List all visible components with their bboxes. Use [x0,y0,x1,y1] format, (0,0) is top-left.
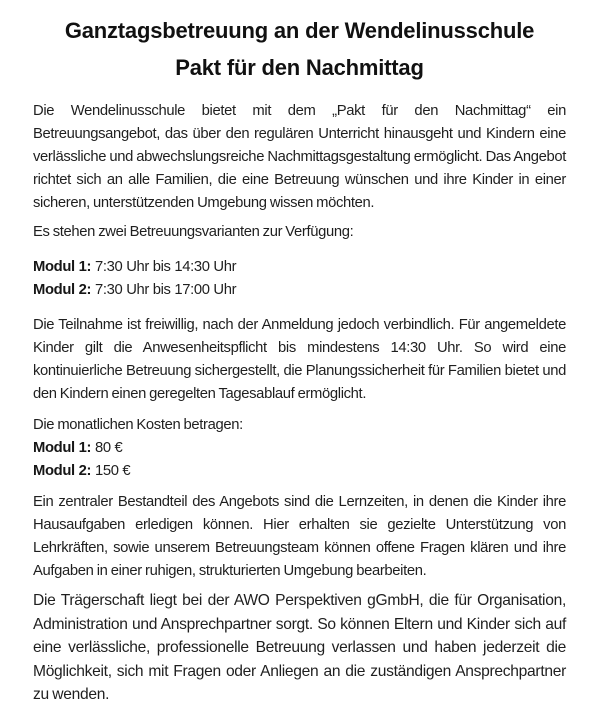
module-2-cost-value: 150 € [95,463,131,479]
page-title-line1: Ganztagsbetreuung an der Wendelinusschule [64,18,535,43]
module-2-hours-line [33,279,566,302]
attendance-paragraph: Die Teilnahme ist freiwillig, nach der Anmeldung jedoch verbindlich. Für angemeldete Kinder gilt die Anwesenheitspflicht bis mindestens 14:30 Uhr. So wird eine kontinuierliche Betreuung sichergestellt, die Planungssicherheit für Familien bietet und den Kindern einen geregelten Tagesablauf ermöglicht. [33,317,566,402]
module-1-hours-label: Modul 1: [33,259,92,275]
module-1-cost-value: 80 € [95,440,123,456]
intro-paragraph: Die Wendelinusschule bietet mit dem „Pakt für den Nachmittag“ ein Betreuungsangebot, das über den regulären Unterricht hinausgeht und Kindern eine verlässliche und abwechslungsreiche Nachmittagsgestaltung ermöglicht. Das Angebot richtet sich an alle Familien, die eine Betreuung wünschen und ihre Kinder in einer sicheren, unterstützenden Umgebung wissen möchten. [33,103,566,211]
module-hours-list [33,256,566,302]
page-title-line2: Pakt für den Nachmittag [175,55,424,80]
provider-paragraph: Die Trägerschaft liegt bei der AWO Perspektiven gGmbH, die für Organisation, Administration und Ansprechpartner sorgt. So können Eltern und Kinder sich auf eine verlässliche, professionelle Betreuung verlassen und haben jederzeit die Möglichkeit, sich mit Fragen oder Anliegen an die zuständigen Ansprechpartner zu wenden. [33,592,566,704]
page-title [33,12,566,86]
costs-intro-line: Die monatlichen Kosten betragen: [33,417,243,433]
module-1-hours-value: 7:30 Uhr bis 14:30 Uhr [95,259,237,275]
module-2-cost-label: Modul 2: [33,463,92,479]
learning-time-paragraph: Ein zentraler Bestandteil des Angebots sind die Lernzeiten, in denen die Kinder ihre Hausaufgaben erledigen können. Hier erhalten sie gezielte Unterstützung von Lehrkräften, sowie unserem Betreuungsteam können offene Fragen klären und ihre Aufgaben in einer ruhigen, strukturierten Umgebung bearbeiten. [33,494,566,579]
module-2-cost-line [33,460,566,483]
module-1-cost-line [33,437,566,460]
module-1-hours-line [33,256,566,279]
module-costs-list [33,437,566,483]
variants-intro-line: Es stehen zwei Betreuungsvarianten zur Verfügung: [33,224,354,240]
module-2-hours-label: Modul 2: [33,282,92,298]
module-2-hours-value: 7:30 Uhr bis 17:00 Uhr [95,282,237,298]
module-1-cost-label: Modul 1: [33,440,92,456]
